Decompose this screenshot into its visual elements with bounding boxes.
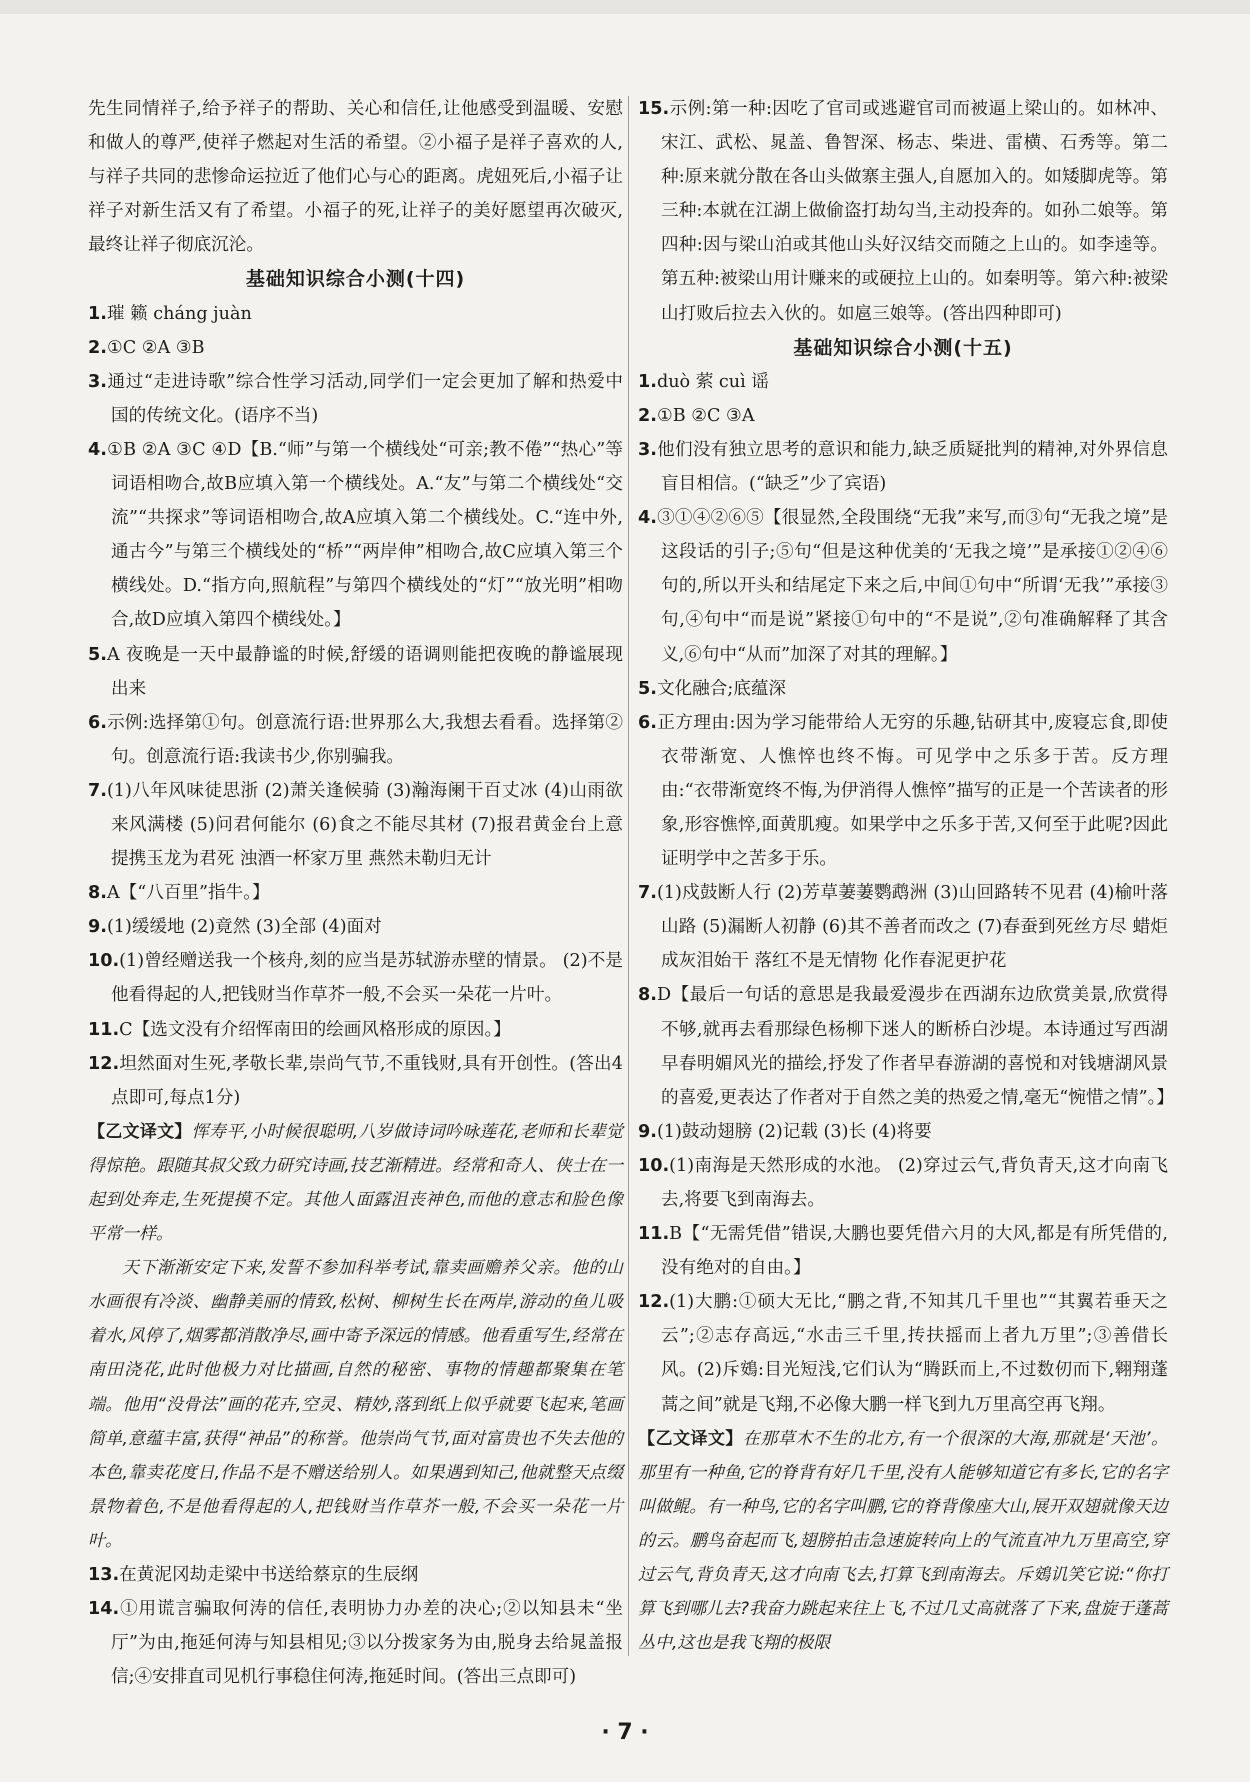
answer-item: 7.(1)戍鼓断人行 (2)芳草萋萋鹦鹉洲 (3)山回路转不见君 (4)榆叶落山路 (5)漏断人初静 (6)其不善者而改之 (7)春蚕到死丝方尽 蜡炬成灰泪始干 落红不是无情物 化作春泥更护花 [638,883,1168,972]
answer-item: 14.①用谎言骗取何涛的信任,表明协力办差的决心;②以知县未“坐厅”为由,拖延何涛与知县相见;③以分拨家务为由,脱身去给晁盖报信;④安排直司见机行事稳住何涛,拖延时间。(答出三点即可) [88,1599,623,1688]
section-heading-15: 基础知识综合小测(十五) [793,336,1013,359]
page-number: · 7 · [601,1720,649,1745]
section-heading-14: 基础知识综合小测(十四) [245,268,466,291]
answer-item: 9.(1)缓缓地 (2)竟然 (3)全部 (4)面对 [88,917,382,938]
answer-item: 12.(1)大鹏:①硕大无比,“鹏之背,不知其几千里也”“其翼若垂天之云”;②志存高远,“水击三千里,抟扶摇而上者九万里”;③善借长风。(2)斥鴳:目光短浅,它们认为“腾跃而上,不过数仞而下,翱翔蓬蒿之间”就是飞翔,不必像大鹏一样飞到九万里高空再飞翔。 [638,1292,1168,1415]
answer-item: 1.duò 萦 cuì 谣 [638,371,769,392]
answer-item: 15.示例:第一种:因吃了官司或逃避官司而被逼上梁山的。如林冲、宋江、武松、晁盖、鲁智深、杨志、柴进、雷横、石秀等。第二种:原来就分散在各山头做寨主强人,自愿加入的。如矮脚虎等。第三种:本就在江湖上做偷盗打劫勾当,主动投奔的。如孙二娘等。第四种:因与梁山泊或其他山头好汉结交而随之上山的。如李逵等。第五种:被梁山用计赚来的或硬拉上山的。如秦明等。第六种:被梁山打败后拉去入伙的。如扈三娘等。(答出四种即可) [638,99,1168,324]
answer-item: 8.A【“八百里”指牛。】 [88,883,270,904]
answer-item: 8.D【最后一句话的意思是我最爱漫步在西湖东边欣赏美景,欣赏得不够,就再去看那绿色杨柳下迷人的断桥白沙堤。本诗通过写西湖早春明媚风光的描绘,抒发了作者早春游湖的喜悦和对钱塘湖风景的喜爱,更表达了作者对于自然之美的热爱之情,毫无“惋惜之情”。】 [638,985,1175,1108]
left-column [88,92,623,1694]
intro-paragraph: 先生同情祥子,给予祥子的帮助、关心和信任,让他感受到温暖、安慰和做人的尊严,使祥子燃起对生活的希望。②小福子是祥子喜欢的人,与祥子共同的悲惨命运拉近了他们心与心的距离。虎妞死后,小福子让祥子对新生活又有了希望。小福子的死,让祥子的美好愿望再次破灭,最终让祥子彻底沉沦。 [88,99,623,256]
answer-item: 7.(1)八年风味徒思浙 (2)萧关逢候骑 (3)瀚海阑干百丈冰 (4)山雨欲来风满楼 (5)问君何能尔 (6)食之不能尽其材 (7)报君黄金台上意 提携玉龙为君死 浊酒一杯家万里 燕然未勒归无计 [88,780,623,870]
answer-item: 11.B【“无需凭借”错误,大鹏也要凭借六月的大风,都是有所凭借的,没有绝对的自由。】 [638,1224,1168,1279]
answer-item: 13.在黄泥冈劫走梁中书送给蔡京的生辰纲 [88,1565,419,1586]
answer-item: 11.C【选文没有介绍恽南田的绘画风格形成的原因。】 [88,1019,511,1040]
answer-item: 5.文化融合;底蕴深 [638,678,787,699]
answer-item: 4.①B ②A ③C ④D【B.“师”与第一个横线处“可亲;教不倦”“热心”等词语相吻合,故B应填入第一个横线处。A.“友”与第二个横线处“交流”“共探求”等词语相吻合,故A应填入第二个横线处。C.“连中外,通古今”与第三个横线处的“桥”“两岸伸”相吻合,故C应填入第三个横线处。D.“指方向,照航程”与第四个横线处的“灯”“放光明”相吻合,故D应填入第四个横线处。】 [88,439,623,631]
answer-item: 2.①C ②A ③B [88,337,205,358]
translation-tag: 【乙文译文】 [638,1428,743,1449]
answer-item: 5.A 夜晚是一天中最静谧的时候,舒缓的语调则能把夜晚的静谧展现出来 [88,644,623,699]
top-scan-edge [0,0,1250,14]
answer-item: 4.③①④②⑥⑤【很显然,全段围绕“无我”来写,而③句“无我之境”是这段话的引子;⑤句“但是这种优美的‘无我之境’”是承接①②④⑥句的,所以开头和结尾定下来之后,中间①句中“所谓‘无我’”承接③句,④句中“而是说”紧接①句中的“不是说”,②句准确解释了其含义,⑥句中“从而”加深了对其的理解。】 [638,508,1168,665]
translation-paragraph: 天下渐渐安定下来,发誓不参加科举考试,靠卖画赡养父亲。他的山水画很有冷淡、幽静美丽的情致,松树、柳树生长在两岸,游动的鱼儿吸着水,风停了,烟雾都消散净尽,画中寄予深远的情感。他看重写生,经常在南田浇花,此时他极力对比描画,自然的秘密、事物的情趣都聚集在笔端。他用“没骨法”画的花卉,空灵、精妙,落到纸上似乎就要飞起来,笔画简单,意蕴丰富,获得“神品”的称誉。他崇尚气节,面对富贵也不失去他的本色,靠卖花度日,作品不是不赠送给别人。如果遇到知己,他就整天点缀景物着色,不是他看得起的人,把钱财当作草芥一般,不会买一朵花一片叶。 [88,1258,623,1551]
answer-item: 9.(1)鼓动翅膀 (2)记载 (3)长 (4)将要 [638,1121,932,1142]
translation-tag: 【乙文译文】 [88,1121,192,1142]
answer-item: 10.(1)曾经赠送我一个核舟,刻的应当是苏轼游赤壁的情景。 (2)不是他看得起的人,把钱财当作草芥一般,不会买一朵花一片叶。 [88,951,623,1006]
answer-item: 3.他们没有独立思考的意识和能力,缺乏质疑批判的精神,对外界信息盲目相信。(“缺乏”少了宾语) [638,439,1168,495]
translation-paragraph: 【乙文译文】在那草木不生的北方,有一个很深的大海,那就是‘天池’。那里有一种鱼,它的脊背有好几千里,没有人能够知道它有多长,它的名字叫做鲲。有一种鸟,它的名字叫鹏,它的脊背像座大山,展开双翅就像天边的云。鹏鸟奋起而飞,翅膀拍击急速旋转向上的气流直冲九万里高空,穿过云气,背负青天,这才向南飞去,打算飞到南海去。斥鴳讥笑它说:“你打算飞到哪儿去?我奋力跳起来往上飞,不过几丈高就落了下来,盘旋于蓬蒿丛中,这也是我飞翔的极限 [638,1428,1168,1654]
right-column [638,92,1175,1660]
answer-item: 2.①B ②C ③A [638,405,755,426]
answer-item: 10.(1)南海是天然形成的水池。 (2)穿过云气,背负青天,这才向南飞去,将要飞到南海去。 [638,1155,1168,1210]
answer-item: 12.坦然面对生死,孝敬长辈,崇尚气节,不重钱财,具有开创性。(答出4点即可,每点1分) [88,1053,623,1108]
column-divider [628,96,629,1656]
translation-paragraph: 【乙文译文】恽寿平,小时候很聪明,八岁做诗词吟咏莲花,老师和长辈觉得惊艳。跟随其叔父致力研究诗画,技艺渐精进。经常和奇人、侠士在一起到处奔走,生死提摸不定。其他人面露沮丧神色,而他的意志和脸色像平常一样。 [88,1121,624,1245]
answer-item: 6.示例:选择第①句。创意流行语:世界那么大,我想去看看。选择第②句。创意流行语:我读书少,你别骗我。 [88,712,623,767]
answer-item: 1.璀 籁 cháng juàn [88,303,252,324]
answer-item: 6.正方理由:因为学习能带给人无穷的乐趣,钻研其中,废寝忘食,即使衣带渐宽、人憔悴也终不悔。可见学中之乐多于苦。反方理由:“衣带渐宽终不悔,为伊消得人憔悴”描写的正是一个苦读者的形象,形容憔悴,面黄肌瘦。如果学中之乐多于苦,又何至于此呢?因此证明学中之苦多于乐。 [638,712,1168,870]
answer-item: 3.通过“走进诗歌”综合性学习活动,同学们一定会更加了解和热爱中国的传统文化。(语序不当) [88,371,623,426]
